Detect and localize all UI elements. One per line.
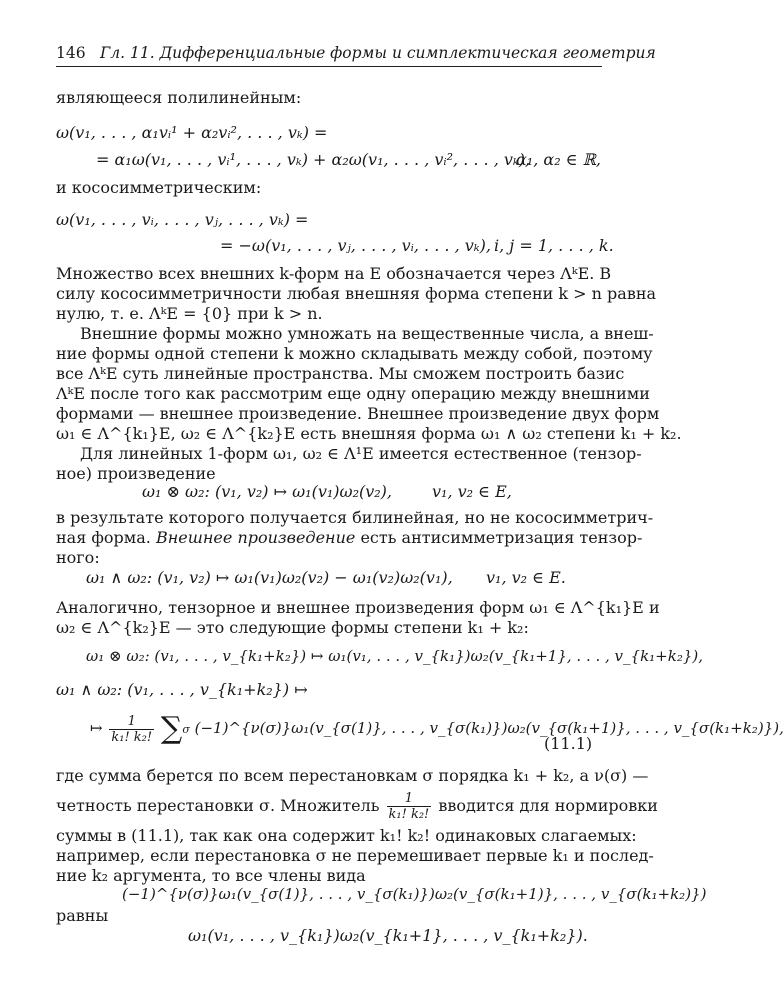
fraction-denominator: k₁! k₂!: [388, 807, 430, 822]
maps-to-symbol: ↦: [90, 719, 103, 737]
text-line: силу кососимметричности любая внешняя форма степени k > n равна: [56, 284, 657, 303]
formula-tensor-cond: v₁, v₂ ∈ E,: [432, 482, 512, 501]
formula-skew-rhs: = −ω(v₁, . . . , vⱼ, . . . , vᵢ, . . . , vₖ),: [220, 236, 491, 255]
page-number: 146: [56, 44, 86, 62]
formula-wedge-cond: v₁, v₂ ∈ E.: [486, 568, 566, 587]
text-line: ω₂ ∈ Λ^{k₂}E — это следующие формы степени k₁ + k₂:: [56, 618, 529, 637]
sum-symbol: ∑: [160, 711, 183, 746]
text-line: в результате которого получается билинейная, но не кососимметрич-: [56, 508, 654, 527]
text-line: Для линейных 1-форм ω₁, ω₂ ∈ Λ¹E имеется естественное (тензор-: [80, 444, 642, 463]
text-line: равны: [56, 906, 109, 925]
formula-multilinear-lhs: ω(v₁, . . . , α₁vᵢ¹ + α₂vᵢ², . . . , vₖ) =: [56, 123, 328, 142]
text-line: ние формы одной степени k можно складывать между собой, поэтому: [56, 344, 653, 363]
fraction: [387, 791, 432, 822]
text-line: ное) произведение: [56, 464, 216, 483]
text-line: где сумма берется по всем перестановкам σ порядка k₁ + k₂, а ν(σ) —: [56, 766, 649, 785]
text-line: [56, 786, 658, 826]
formula-multilinear-rhs: = α₁ω(v₁, . . . , vᵢ¹, . . . , vₖ) + α₂ω(v₁, . . . , vᵢ², . . . , vₖ),: [96, 150, 531, 169]
formula-tensor-product: ω₁ ⊗ ω₂: (v₁, v₂) ↦ ω₁(v₁)ω₂(v₂),: [142, 482, 392, 501]
equation-number: (11.1): [544, 734, 593, 753]
formula-equal-term: ω₁(v₁, . . . , v_{k₁})ω₂(v_{k₁+1}, . . . , v_{k₁+k₂}).: [188, 926, 588, 945]
text-line: являющееся полилинейным:: [56, 88, 302, 107]
formula-general-wedge-rhs: [90, 708, 784, 748]
text-span: четность перестановки σ. Множитель: [56, 796, 380, 815]
text-line: Множество всех внешних k-форм на E обозначается через ΛᵏE. В: [56, 264, 612, 283]
formula-summand: (−1)^{ν(σ)}ω₁(v_{σ(1)}, . . . , v_{σ(k₁)})ω₂(v_{σ(k₁+1)}, . . . , v_{σ(k₁+k₂)}),: [194, 719, 784, 737]
emphasis-term: Внешнее произведение: [155, 528, 356, 547]
formula-wedge-product: ω₁ ∧ ω₂: (v₁, v₂) ↦ ω₁(v₁)ω₂(v₂) − ω₁(v₂)ω₂(v₁),: [86, 568, 453, 587]
text-span: ная форма.: [56, 528, 151, 547]
text-line: и кососимметрическим:: [56, 178, 262, 197]
running-title: Гл. 11. Дифференциальные формы и симплектическая геометрия: [100, 44, 656, 62]
sum-index: σ: [182, 723, 190, 736]
text-line: формами — внешнее произведение. Внешнее произведение двух форм: [56, 404, 660, 423]
formula-terms: (−1)^{ν(σ)}ω₁(v_{σ(1)}, . . . , v_{σ(k₁)})ω₂(v_{σ(k₁+1)}, . . . , v_{σ(k₁+k₂)}): [122, 885, 707, 903]
fraction-numerator: 1: [387, 791, 432, 807]
text-line: нулю, т. е. ΛᵏE = {0} при k > n.: [56, 304, 323, 323]
text-line: ΛᵏE после того как рассмотрим еще одну операцию между внешними: [56, 384, 650, 403]
running-header: [56, 44, 656, 67]
formula-general-wedge-lhs: ω₁ ∧ ω₂: (v₁, . . . , v_{k₁+k₂}) ↦: [56, 680, 308, 699]
formula-skew-cond: i, j = 1, . . . , k.: [494, 236, 614, 255]
formula-general-tensor: ω₁ ⊗ ω₂: (v₁, . . . , v_{k₁+k₂}) ↦ ω₁(v₁, . . . , v_{k₁})ω₂(v_{k₁+1}, . . . , v_{k₁+k₂}),: [86, 647, 704, 665]
text-line: ного:: [56, 548, 100, 567]
fraction: [109, 714, 154, 745]
text-line: Аналогично, тензорное и внешнее произведения форм ω₁ ∈ Λ^{k₁}E и: [56, 598, 660, 617]
text-line: ние k₂ аргумента, то все члены вида: [56, 866, 366, 885]
text-span: вводится для нормировки: [438, 796, 658, 815]
text-line: ω₁ ∈ Λ^{k₁}E, ω₂ ∈ Λ^{k₂}E есть внешняя форма ω₁ ∧ ω₂ степени k₁ + k₂.: [56, 424, 682, 443]
fraction-numerator: 1: [109, 714, 154, 730]
formula-multilinear-cond: α₁, α₂ ∈ ℝ,: [516, 150, 602, 169]
text-line: все ΛᵏE суть линейные пространства. Мы сможем построить базис: [56, 364, 625, 383]
text-line: суммы в (11.1), так как она содержит k₁! k₂! одинаковых слагаемых:: [56, 826, 637, 845]
text-span: есть антисимметризация тензор-: [360, 528, 643, 547]
text-line: [56, 528, 642, 548]
fraction-denominator: k₁! k₂!: [111, 729, 153, 745]
text-line: например, если перестановка σ не перемешивает первые k₁ и послед-: [56, 846, 654, 865]
text-line: Внешние формы можно умножать на вещественные числа, а внеш-: [80, 324, 654, 343]
formula-skew-lhs: ω(v₁, . . . , vᵢ, . . . , vⱼ, . . . , vₖ) =: [56, 210, 309, 229]
